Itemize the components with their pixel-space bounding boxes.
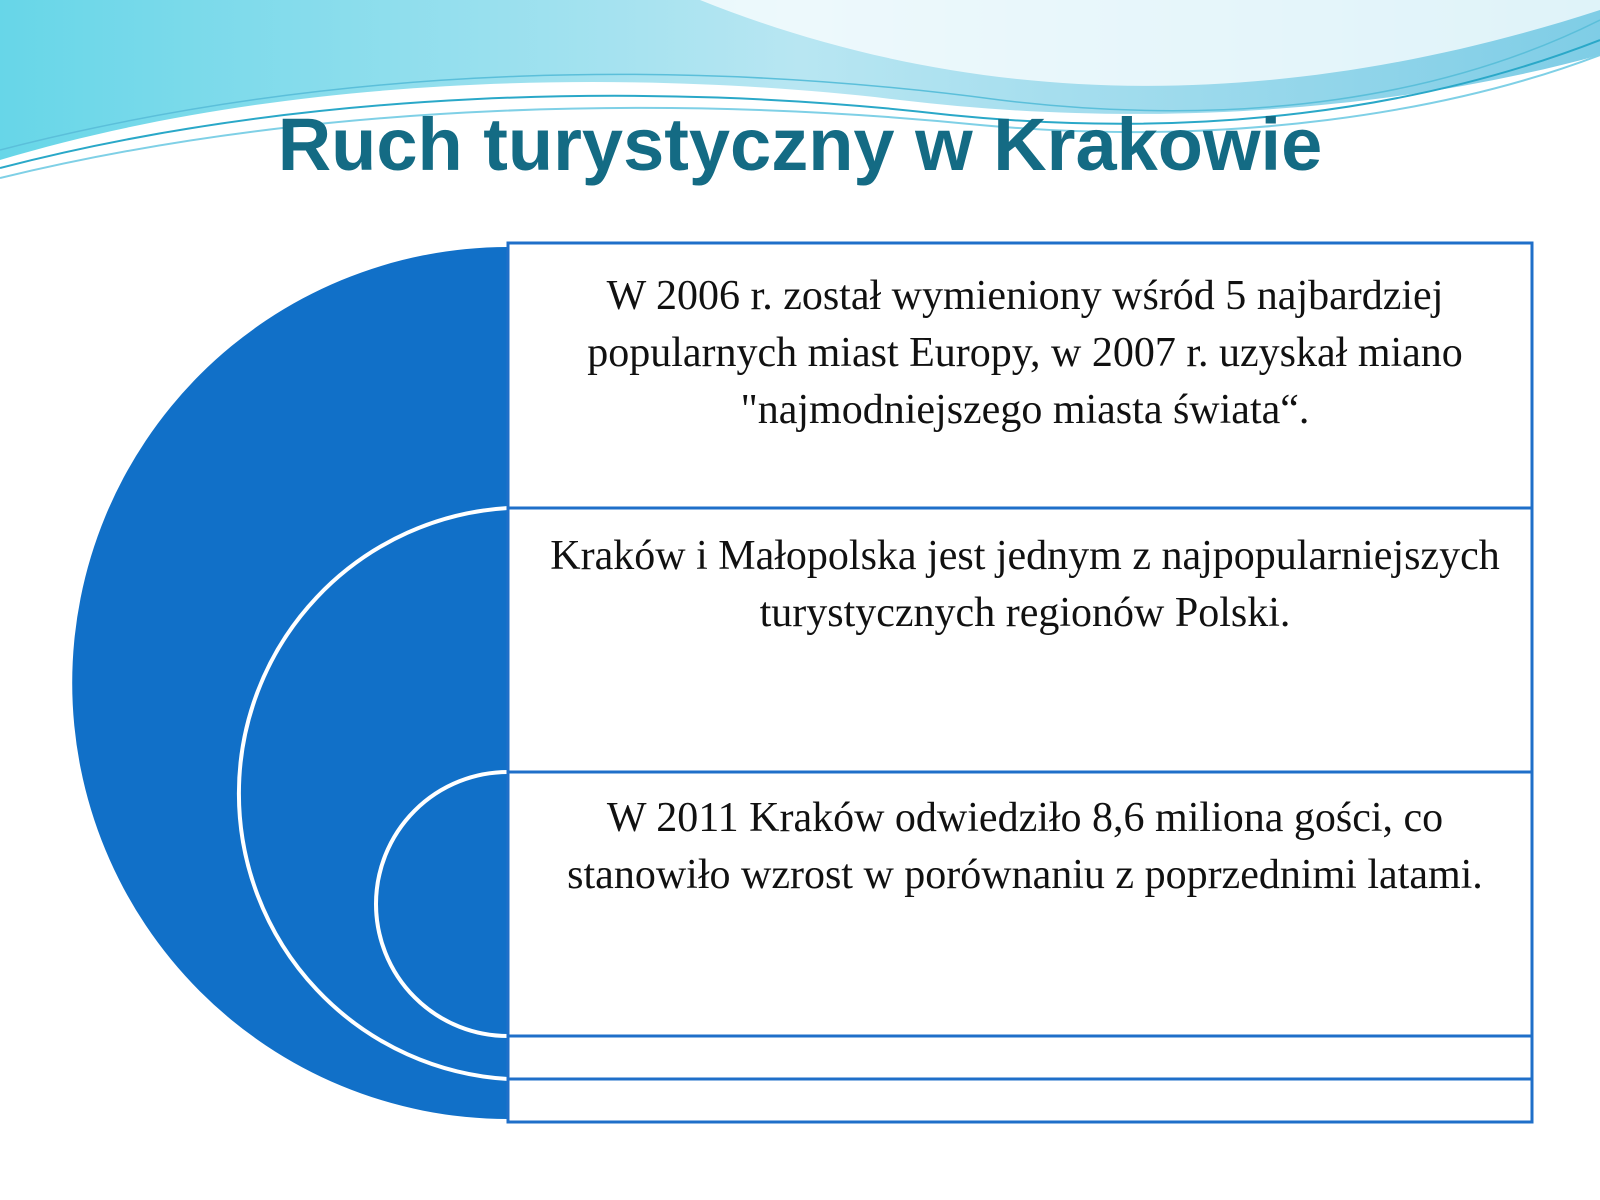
diagram-item-3-text: W 2011 Kraków odwiedziło 8,6 miliona gości, co stanowiło wzrost w porównaniu z poprzednimi latami. [567, 795, 1483, 898]
diagram-item-2-text: Kraków i Małopolska jest jednym z najpopularniejszych turystycznych regionów Polski. [550, 533, 1500, 636]
text-box-5 [508, 1079, 1532, 1122]
text-box-4 [508, 1036, 1532, 1079]
diagram-item-1-text: W 2006 r. został wymieniony wśród 5 najbardziej popularnych miast Europy, w 2007 r. uzyskał miano "najmodniejszego miasta świata“. [587, 273, 1463, 433]
slide-title: Ruch turystyczny w Krakowie [277, 103, 1323, 186]
outer-half-circle [72, 247, 508, 1119]
